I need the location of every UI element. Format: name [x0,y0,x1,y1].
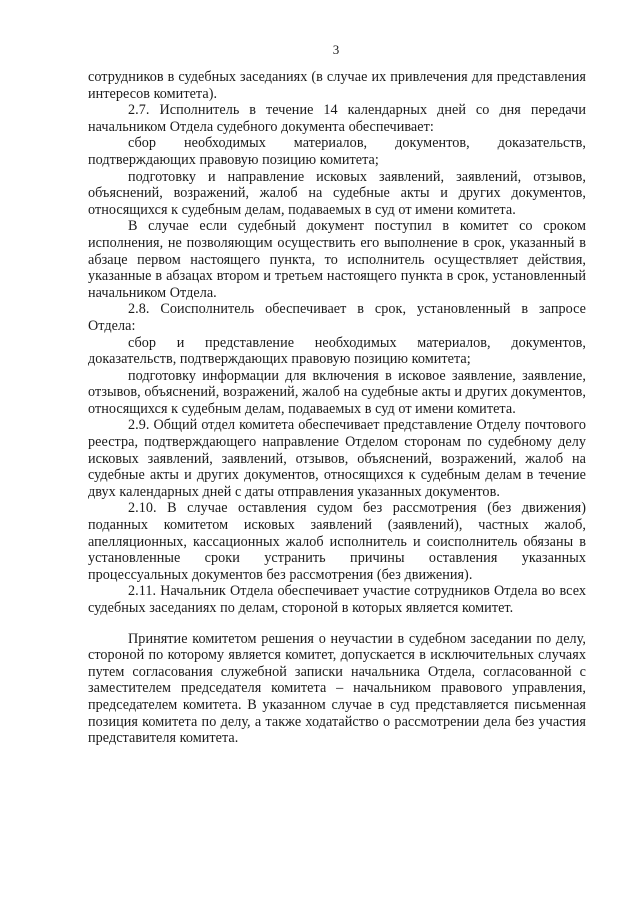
document-body [88,69,586,747]
page-number: 3 [332,42,340,57]
paragraph-2-7: 2.7. Исполнитель в течение 14 календарных дней со дня передачи начальником Отдела судебного документа обеспечивает: [88,102,586,135]
paragraph-2-11-note: Принятие комитетом решения о неучастии в судебном заседании по делу, стороной по которому является комитет, допускается в исключительных случаях путем согласования служебной записки начальника Отдела, согласованной с заместителем председателя комитета – начальником правового управления, председателем комитета. В указанном случае в суд представляется письменная позиция комитета по делу, а также ходатайство о рассмотрении дела без участия представителя комитета. [88,630,586,747]
paragraph-2-9: 2.9. Общий отдел комитета обеспечивает представление Отделу почтового реестра, подтверждающего направление Отделом сторонам по судебному делу исковых заявлений, заявлений, отзывов, объяснений, возражений, жалоб на судебные акты и других документов, относящихся к судебным делам в течение двух календарных дней с даты отправления указанных документов. [88,417,586,500]
paragraph-2-7-item-1: сбор необходимых материалов, документов, доказательств, подтверждающих правовую позицию комитета; [88,135,586,168]
paragraph-continuation: сотрудников в судебных заседаниях (в случае их привлечения для представления интересов комитета). [88,69,586,102]
paragraph-2-11: 2.11. Начальник Отдела обеспечивает участие сотрудников Отдела во всех судебных заседаниях по делам, стороной в которых является комитет. [88,583,586,616]
paragraph-2-8: 2.8. Соисполнитель обеспечивает в срок, установленный в запросе Отдела: [88,301,586,334]
paragraph-2-7-note: В случае если судебный документ поступил в комитет со сроком исполнения, не позволяющим осуществить его выполнение в срок, указанный в абзаце первом настоящего пункта, то исполнитель осуществляет действия, указанные в абзацах втором и третьем настоящего пункта в срок, установленный начальником Отдела. [88,218,586,301]
paragraph-2-8-item-1: сбор и представление необходимых материалов, документов, доказательств, подтверждающих правовую позицию комитета; [88,334,586,368]
paragraph-2-8-item-2: подготовку информации для включения в исковое заявление, заявление, отзывов, объяснений, возражений, жалоб на судебные акты и других документов, относящихся к судебным делам, подаваемых в суд от имени комитета. [88,367,586,417]
paragraph-2-7-item-2: подготовку и направление исковых заявлений, заявлений, отзывов, объяснений, возражений, жалоб на судебные акты и других документов, относящихся к судебным делам, подаваемых в суд от имени комитета. [88,168,586,218]
paragraph-2-10: 2.10. В случае оставления судом без рассмотрения (без движения) поданных комитетом исковых заявлений (заявлений), частных жалоб, апелляционных, кассационных жалоб исполнитель и соисполнитель обязаны в установленные сроки устранить причины оставления указанных процессуальных документов без рассмотрения (без движения). [88,500,586,583]
